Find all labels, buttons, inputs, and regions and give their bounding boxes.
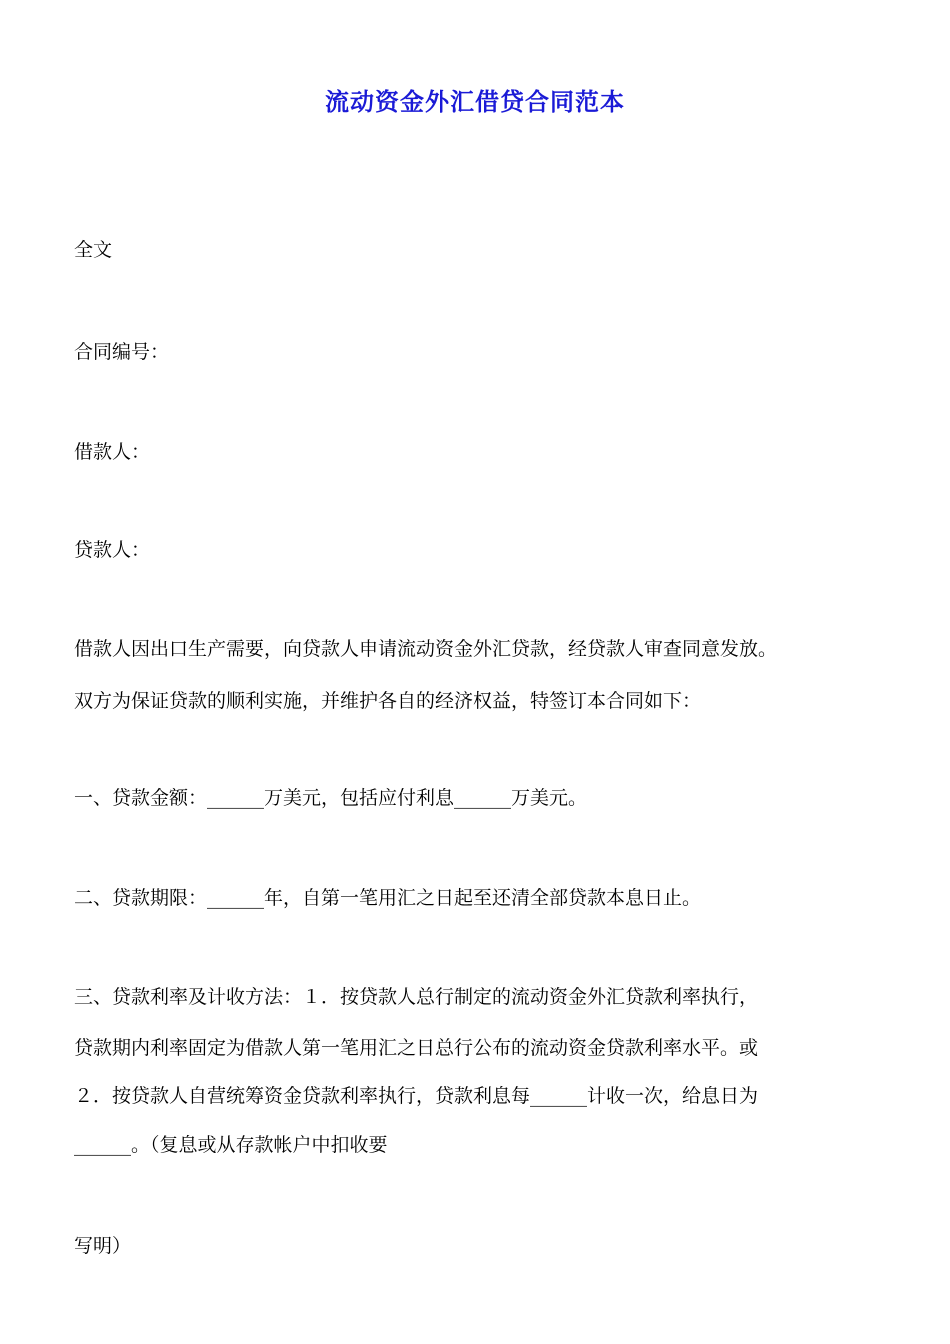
- intro-paragraph-line-2: 双方为保证贷款的顺利实施，并维护各自的经济权益，特签订本合同如下：: [74, 690, 702, 712]
- section-label-fulltext: 全文: [74, 239, 113, 261]
- clause-3-line-4: ______。（复息或从存款帐户中扣收要: [74, 1134, 388, 1156]
- clause-3-line-2: 贷款期内利率固定为借款人第一笔用汇之日总行公布的流动资金贷款利率水平。或: [74, 1037, 759, 1059]
- clause-3-line-3: ２．按贷款人自营统筹资金贷款利率执行，贷款利息每______计收一次，给息日为: [74, 1085, 759, 1107]
- intro-paragraph-line-1: 借款人因出口生产需要，向贷款人申请流动资金外汇贷款，经贷款人审查同意发放。: [74, 638, 778, 660]
- borrower-field: 借款人：: [74, 441, 151, 463]
- lender-field: 贷款人：: [74, 539, 151, 561]
- clause-1-loan-amount: 一、贷款金额：______万美元，包括应付利息______万美元。: [74, 787, 588, 809]
- document-title: 流动资金外汇借贷合同范本: [325, 87, 625, 116]
- contract-number-field: 合同编号：: [74, 341, 170, 363]
- clause-2-loan-term: 二、贷款期限：______年，自第一笔用汇之日起至还清全部贷款本息日止。: [74, 887, 702, 909]
- clause-3-line-1: 三、贷款利率及计收方法：１．按贷款人总行制定的流动资金外汇贷款利率执行，: [74, 986, 759, 1008]
- clause-3-line-5: 写明）: [74, 1235, 132, 1257]
